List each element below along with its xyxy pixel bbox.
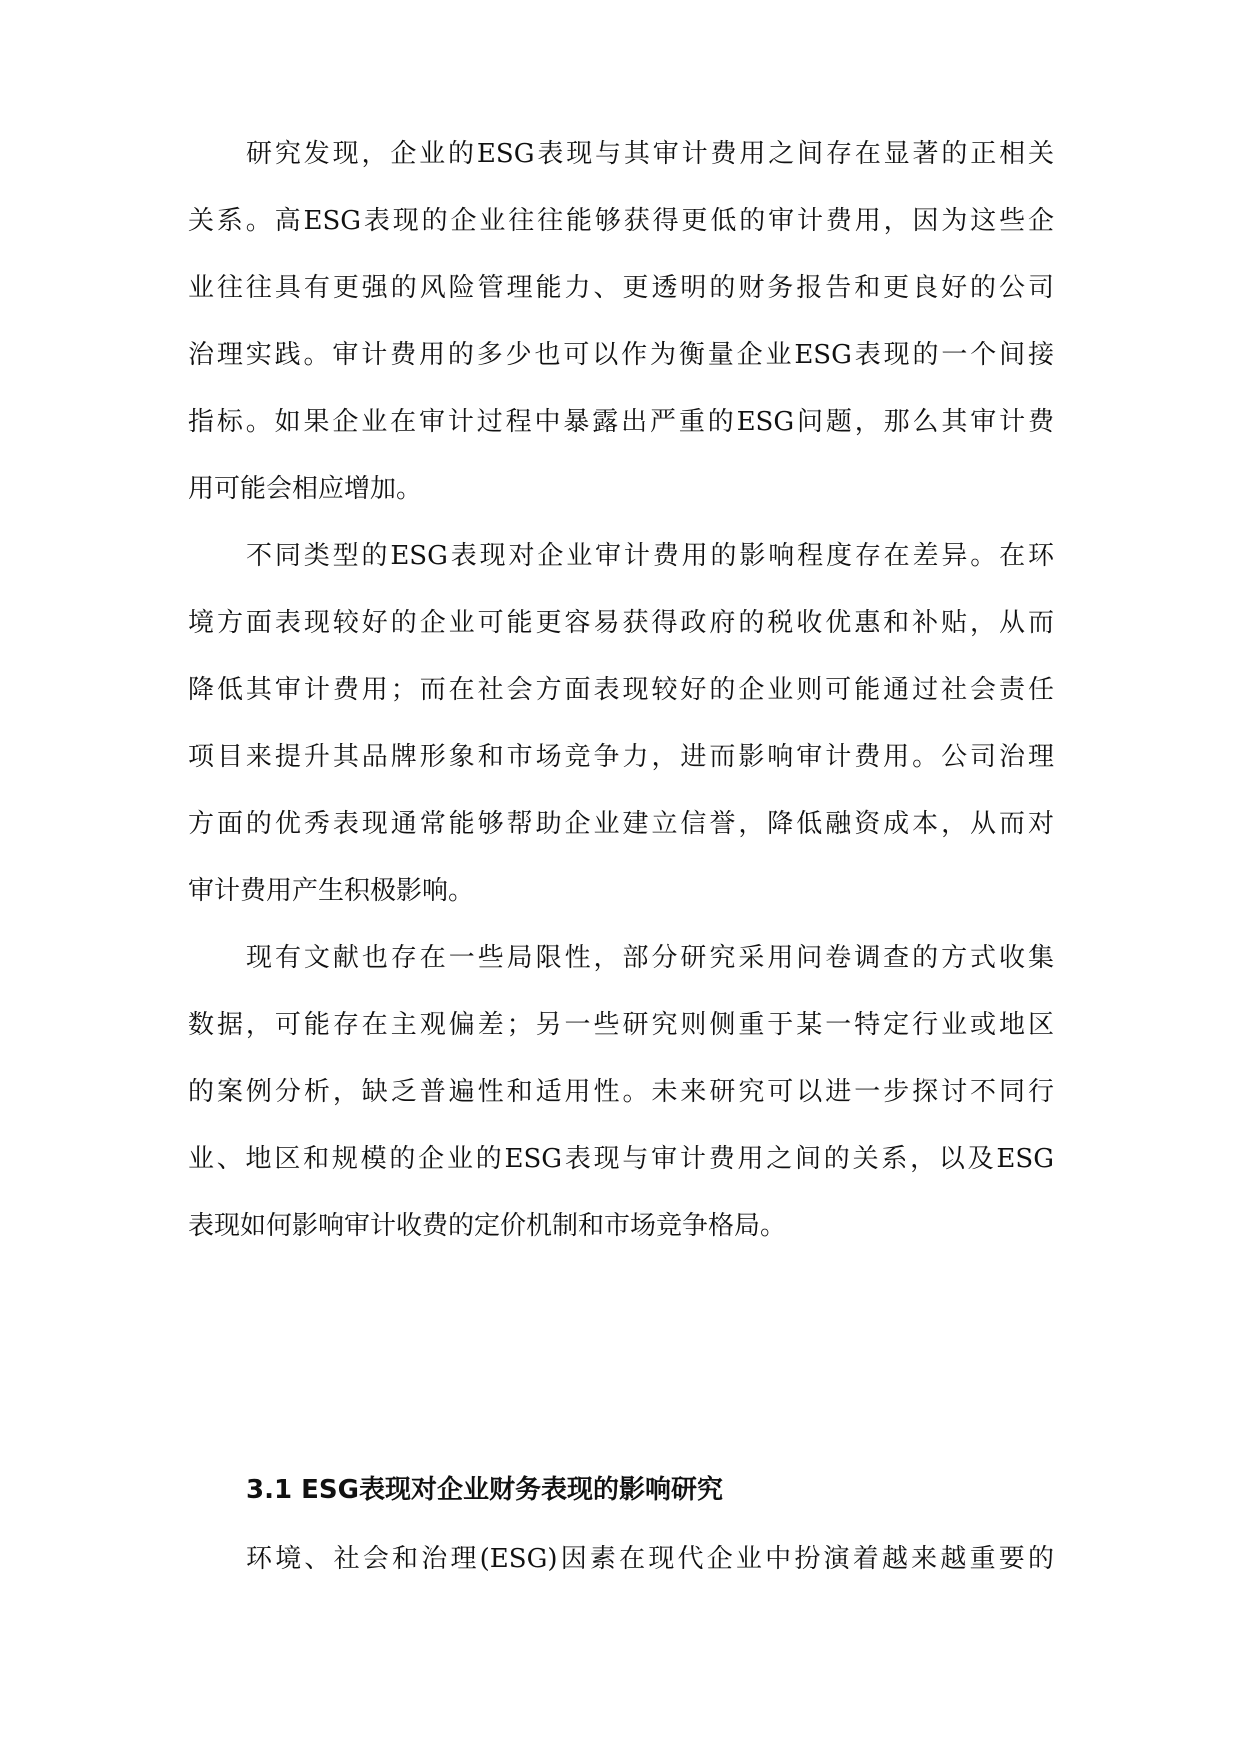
- paragraph-line: 用可能会相应增加。: [188, 474, 423, 504]
- paragraph-line: 现有文献也存在一些局限性，部分研究采用问卷调查的方式收集: [246, 943, 1054, 973]
- paragraph-line: 不同类型的ESG表现对企业审计费用的影响程度存在差异。在环: [246, 541, 1054, 571]
- paragraph-line: 数据，可能存在主观偏差；另一些研究则侧重于某一特定行业或地区: [188, 1010, 1054, 1040]
- paragraph-line: 指标。如果企业在审计过程中暴露出严重的ESG问题，那么其审计费: [188, 407, 1054, 437]
- paragraph-line: 审计费用产生积极影响。: [188, 876, 475, 906]
- paragraph-line: 项目来提升其品牌形象和市场竞争力，进而影响审计费用。公司治理: [188, 742, 1054, 772]
- paragraph-line: 关系。高ESG表现的企业往往能够获得更低的审计费用，因为这些企: [188, 206, 1054, 236]
- paragraph-line: 表现如何影响审计收费的定价机制和市场竞争格局。: [188, 1211, 787, 1241]
- paragraph-line: 的案例分析，缺乏普遍性和适用性。未来研究可以进一步探讨不同行: [188, 1077, 1054, 1107]
- paragraph-line: 境方面表现较好的企业可能更容易获得政府的税收优惠和补贴，从而: [188, 608, 1054, 638]
- paragraph-line: 降低其审计费用；而在社会方面表现较好的企业则可能通过社会责任: [188, 675, 1054, 705]
- paragraph-line: 业、地区和规模的企业的ESG表现与审计费用之间的关系，以及ESG: [188, 1144, 1054, 1174]
- paragraph-line: 研究发现，企业的ESG表现与其审计费用之间存在显著的正相关: [246, 139, 1054, 169]
- paragraph-line: 方面的优秀表现通常能够帮助企业建立信誉，降低融资成本，从而对: [188, 809, 1054, 839]
- paragraph-line: 环境、社会和治理(ESG)因素在现代企业中扮演着越来越重要的: [246, 1544, 1054, 1574]
- paragraph-line: 治理实践。审计费用的多少也可以作为衡量企业ESG表现的一个间接: [188, 340, 1054, 370]
- section-heading: 3.1 ESG表现对企业财务表现的影响研究: [246, 1475, 723, 1505]
- paragraph-line: 业往往具有更强的风险管理能力、更透明的财务报告和更良好的公司: [188, 273, 1054, 303]
